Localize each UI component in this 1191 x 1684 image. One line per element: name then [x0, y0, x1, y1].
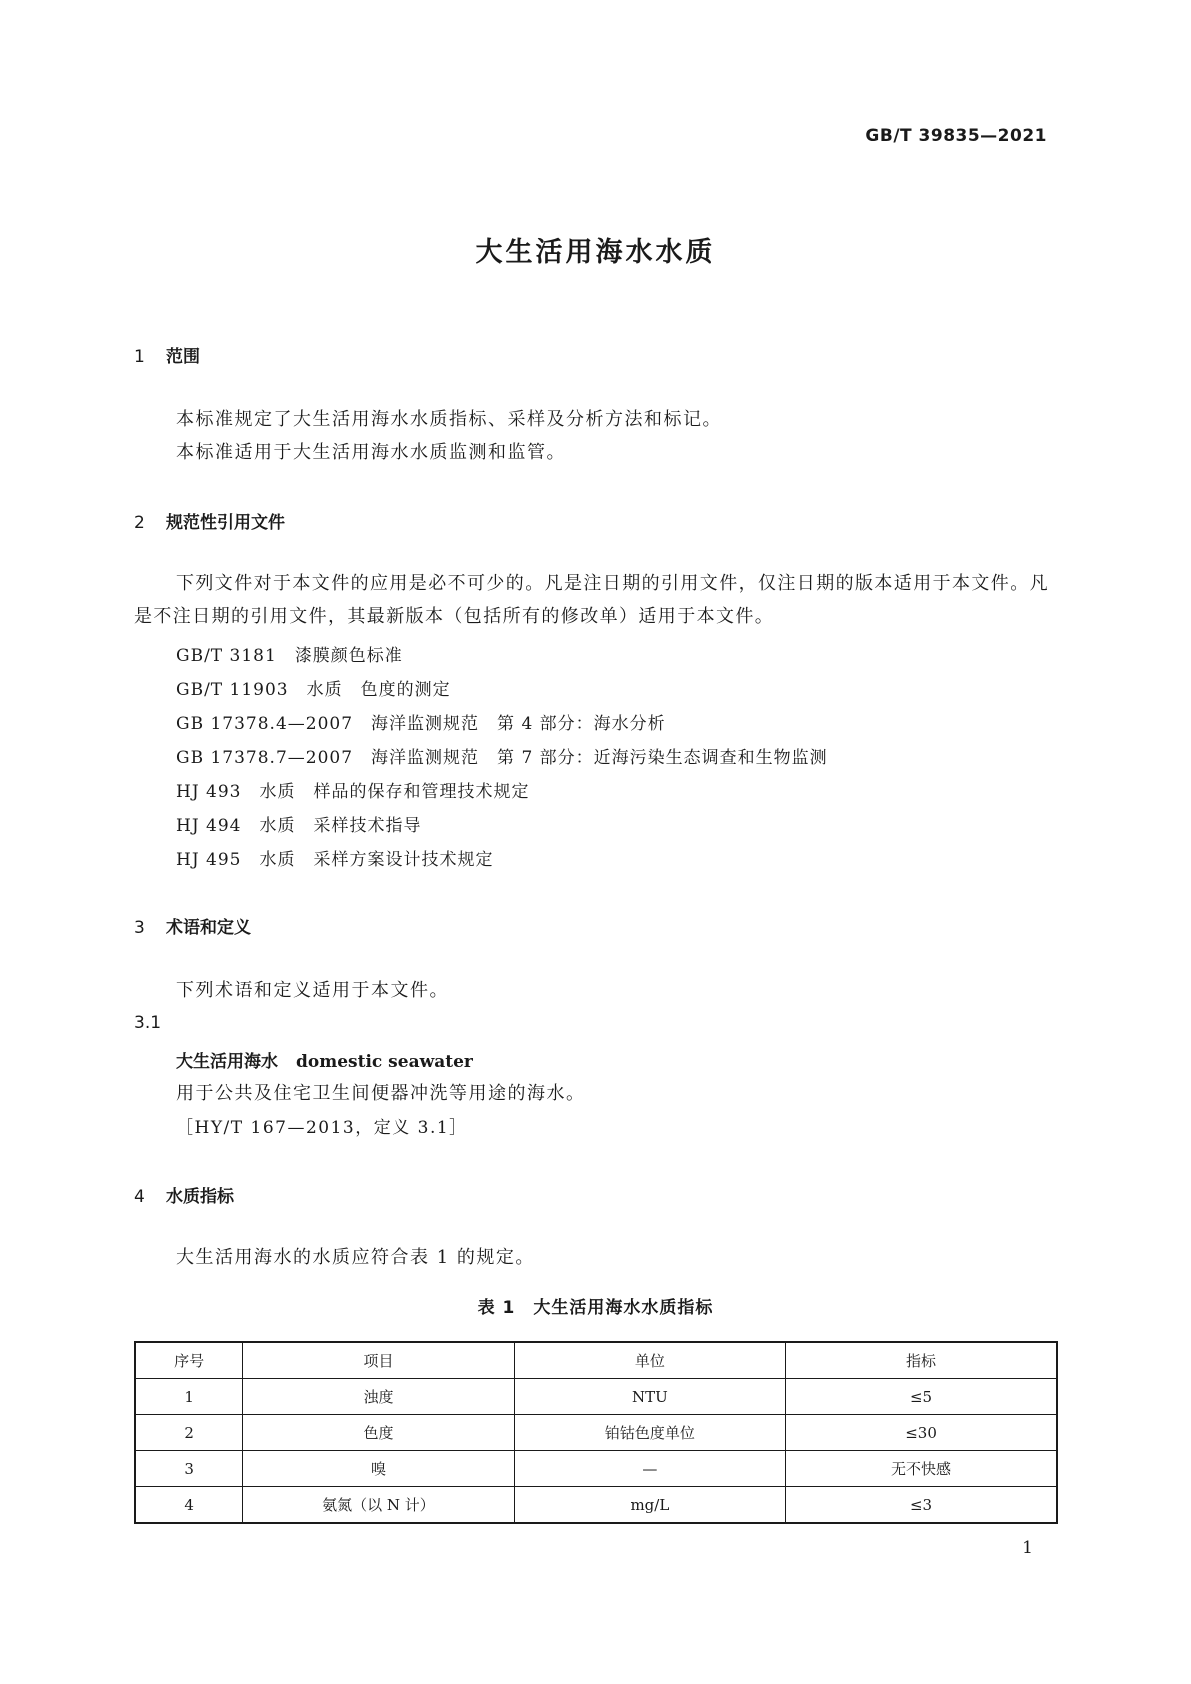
references-intro: 下列文件对于本文件的应用是必不可少的。凡是注日期的引用文件，仅注日期的版本适用于本文件。凡是不注日期的引用文件，其最新版本（包括所有的修改单）适用于本文件。: [134, 573, 1049, 627]
column-header-item: 项目: [243, 1342, 514, 1379]
section-heading-scope: [134, 342, 200, 367]
reference-item: [176, 675, 451, 700]
document-title: 大生活用海水水质: [475, 237, 716, 268]
cell-item: 氨氮（以 N 计）: [243, 1487, 514, 1524]
section-title: 水质指标: [166, 1187, 234, 1207]
cell-item: 浊度: [243, 1379, 514, 1415]
reference-item: [176, 641, 403, 666]
reference-code: GB 17378.4—2007: [176, 714, 354, 734]
cell-limit: ≤3: [786, 1487, 1057, 1524]
reference-item: [176, 811, 422, 836]
cell-item: 嗅: [243, 1451, 514, 1487]
clause-number: 3.1: [134, 1013, 162, 1033]
section-title: 规范性引用文件: [166, 513, 285, 533]
term-english: domestic seawater: [296, 1052, 473, 1072]
reference-title: 水质 色度的测定: [306, 680, 451, 700]
table-caption: 表 1 大生活用海水水质指标: [477, 1298, 714, 1318]
reference-code: GB/T 3181: [176, 646, 277, 666]
reference-item: [176, 845, 494, 870]
cell-unit: mg/L: [514, 1487, 785, 1524]
table-row: [135, 1451, 1057, 1487]
water-quality-table: [134, 1341, 1058, 1524]
cell-index: 4: [135, 1487, 243, 1524]
reference-code: GB/T 11903: [176, 680, 289, 700]
cell-limit: 无不快感: [786, 1451, 1057, 1487]
reference-title: 漆膜颜色标准: [294, 646, 403, 666]
reference-item: [176, 709, 666, 734]
page-number: 1: [1022, 1538, 1033, 1558]
cell-item: 色度: [243, 1415, 514, 1451]
reference-code: GB 17378.7—2007: [176, 748, 354, 768]
column-header-index: 序号: [135, 1342, 243, 1379]
section-heading-references: [134, 508, 285, 533]
cell-limit: ≤5: [786, 1379, 1057, 1415]
cell-index: 1: [135, 1379, 243, 1415]
cell-unit: 铂钴色度单位: [514, 1415, 785, 1451]
reference-title: 海洋监测规范 第 4 部分：海水分析: [371, 714, 666, 734]
column-header-limit: 指标: [786, 1342, 1057, 1379]
cell-unit: NTU: [514, 1379, 785, 1415]
table-row: [135, 1487, 1057, 1524]
scope-paragraph: 本标准规定了大生活用海水水质指标、采样及分析方法和标记。: [176, 409, 722, 430]
section-number: 2: [134, 513, 145, 533]
section-number: 4: [134, 1187, 145, 1207]
cell-limit: ≤30: [786, 1415, 1057, 1451]
cell-index: 2: [135, 1415, 243, 1451]
table-header-row: [135, 1342, 1057, 1379]
table-row: [135, 1379, 1057, 1415]
reference-code: HJ 494: [176, 816, 242, 836]
reference-code: HJ 495: [176, 850, 242, 870]
scope-paragraph: 本标准适用于大生活用海水水质监测和监管。: [176, 442, 566, 463]
section-title: 范围: [166, 347, 200, 367]
reference-item: [176, 743, 828, 768]
reference-item: [176, 777, 530, 802]
terms-intro: 下列术语和定义适用于本文件。: [176, 980, 449, 1001]
cell-index: 3: [135, 1451, 243, 1487]
water-quality-intro: 大生活用海水的水质应符合表 1 的规定。: [176, 1247, 535, 1268]
cell-unit: —: [514, 1451, 785, 1487]
section-heading-terms: [134, 913, 251, 938]
term-source: ［HY/T 167—2013，定义 3.1］: [176, 1118, 468, 1138]
section-title: 术语和定义: [166, 918, 251, 938]
reference-title: 水质 采样技术指导: [259, 816, 422, 836]
table-row: [135, 1415, 1057, 1451]
reference-code: HJ 493: [176, 782, 242, 802]
term-entry: [176, 1047, 473, 1072]
column-header-unit: 单位: [514, 1342, 785, 1379]
section-number: 1: [134, 347, 145, 367]
section-number: 3: [134, 918, 145, 938]
standard-code: GB/T 39835—2021: [865, 126, 1047, 146]
section-heading-water-quality: [134, 1182, 234, 1207]
reference-title: 水质 样品的保存和管理技术规定: [259, 782, 530, 802]
reference-title: 水质 采样方案设计技术规定: [259, 850, 494, 870]
term-chinese: 大生活用海水: [176, 1052, 278, 1072]
reference-title: 海洋监测规范 第 7 部分：近海污染生态调查和生物监测: [371, 748, 828, 768]
term-definition: 用于公共及住宅卫生间便器冲洗等用途的海水。: [176, 1083, 586, 1104]
